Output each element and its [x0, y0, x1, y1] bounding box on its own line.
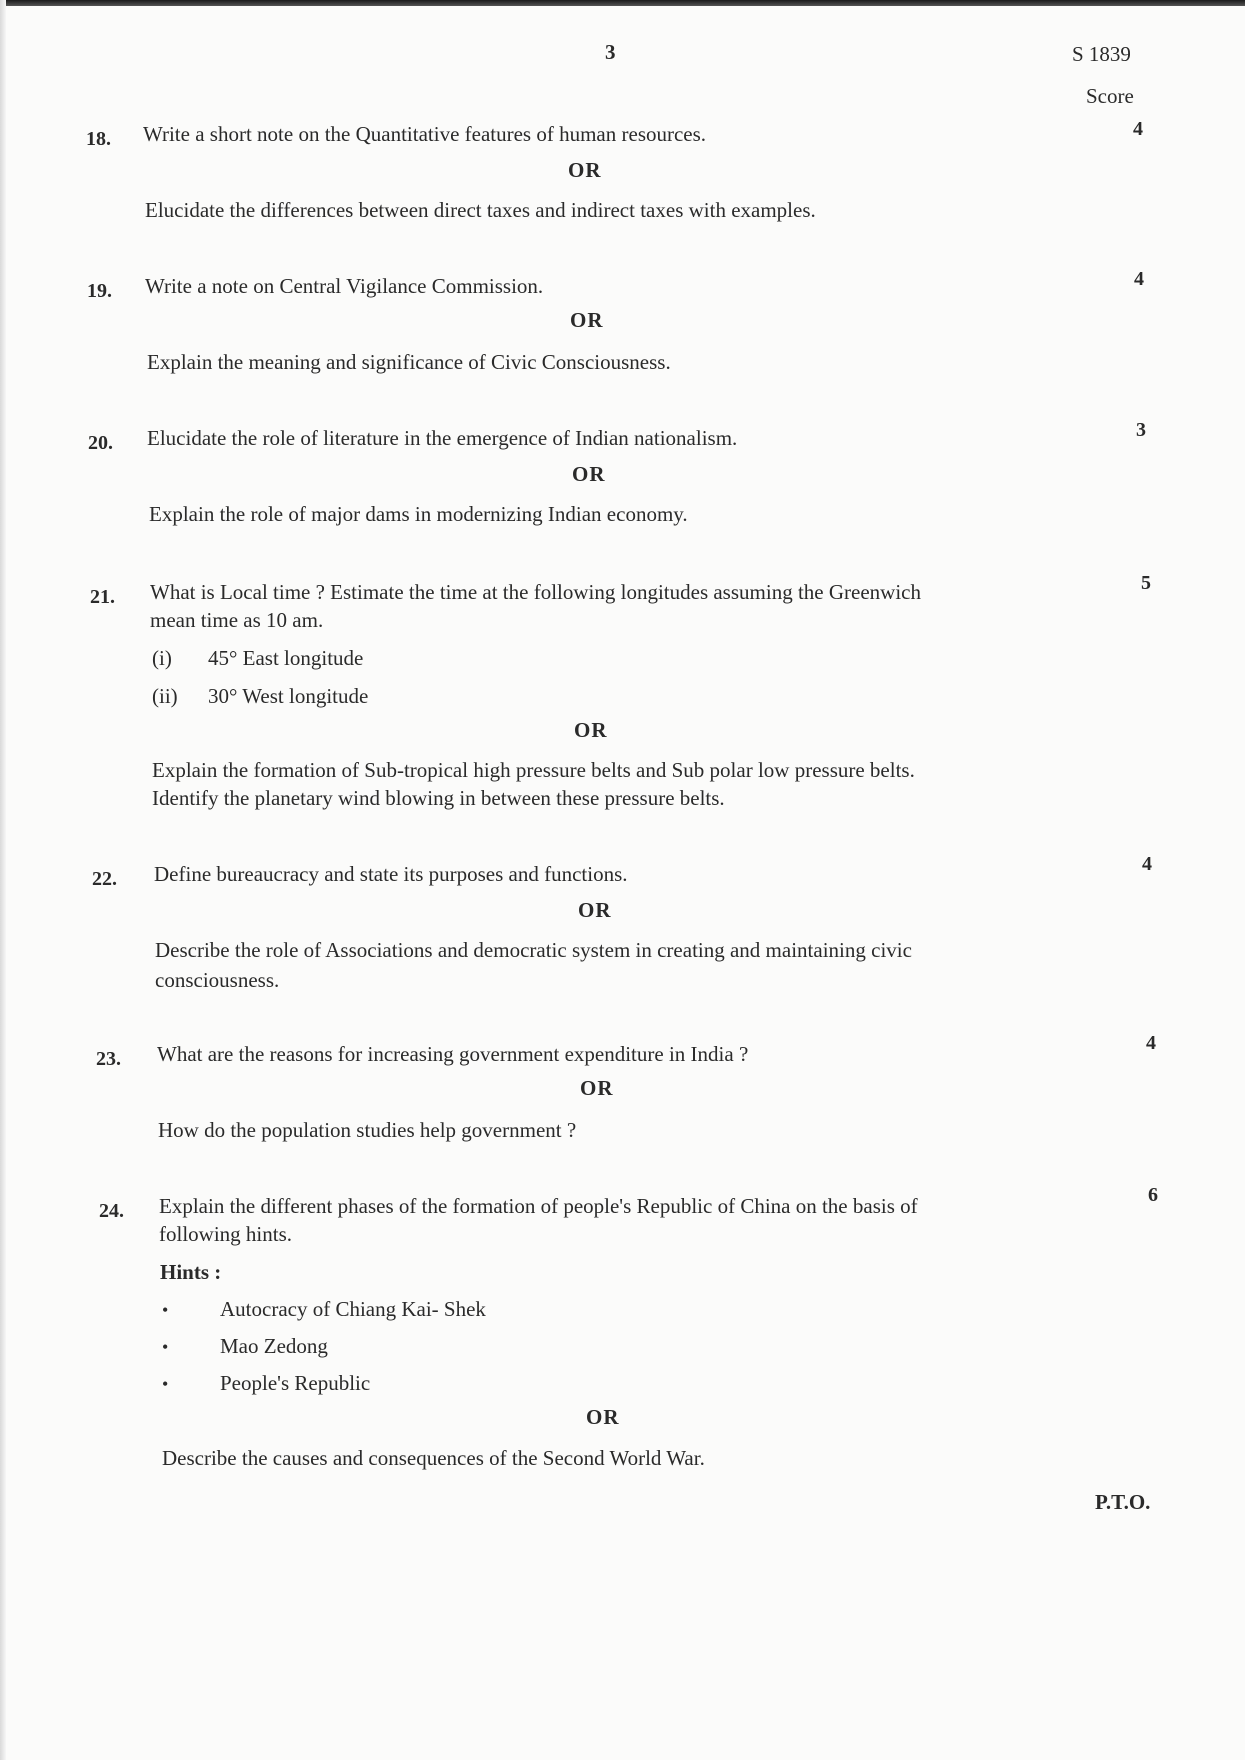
question-score: 4 — [1133, 118, 1143, 140]
or-separator: OR — [578, 898, 612, 922]
question-text-line2: following hints. — [159, 1222, 293, 1246]
question-text: Write a note on Central Vigilance Commission. — [145, 274, 544, 298]
question-number: 21. — [90, 586, 115, 608]
question-number: 23. — [96, 1048, 121, 1070]
sub-item — [152, 684, 368, 709]
or-separator: OR — [580, 1076, 614, 1100]
question-score: 5 — [1141, 572, 1151, 594]
question-text: Write a short note on the Quantitative features of human resources. — [143, 122, 707, 146]
or-separator: OR — [572, 462, 606, 486]
question-text: What are the reasons for increasing government expenditure in India ? — [157, 1042, 749, 1066]
or-separator: OR — [568, 158, 602, 182]
alternative-question-text-line1: Explain the formation of Sub-tropical high pressure belts and Sub polar low pressure belts. — [152, 758, 915, 782]
question-score: 4 — [1134, 268, 1144, 290]
hint-item — [162, 1371, 370, 1396]
please-turn-over: P.T.O. — [1095, 1490, 1151, 1514]
paper-code: S 1839 — [1072, 42, 1131, 66]
hint-text: People's Republic — [220, 1371, 371, 1395]
question-score: 6 — [1148, 1184, 1158, 1206]
question-text-line1: What is Local time ? Estimate the time at the following longitudes assuming the Greenwich — [150, 580, 921, 604]
question-text-line1: Explain the different phases of the formation of people's Republic of China on the basis of — [159, 1194, 918, 1218]
alternative-question-text: How do the population studies help government ? — [158, 1118, 577, 1142]
question-score: 4 — [1142, 853, 1152, 875]
sub-item-text: 30° West longitude — [208, 684, 369, 708]
question-number: 20. — [88, 432, 113, 454]
question-number: 24. — [99, 1200, 124, 1222]
alternative-question-text: Describe the causes and consequences of the Second World War. — [162, 1446, 705, 1470]
bullet-icon: • — [162, 1374, 169, 1394]
bullet-icon: • — [162, 1300, 169, 1320]
alternative-question-text-line2: Identify the planetary wind blowing in between these pressure belts. — [152, 786, 725, 810]
bullet-icon: • — [162, 1337, 169, 1357]
alternative-question-text-line1: Describe the role of Associations and democratic system in creating and maintaining civic — [155, 938, 912, 962]
hint-text: Autocracy of Chiang Kai- Shek — [220, 1297, 486, 1321]
question-number: 18. — [86, 128, 111, 150]
or-separator: OR — [586, 1405, 620, 1429]
question-text: Define bureaucracy and state its purposes and functions. — [154, 862, 628, 886]
hints-label: Hints : — [160, 1260, 222, 1284]
or-separator: OR — [570, 308, 604, 332]
page-number: 3 — [605, 40, 616, 64]
question-number: 22. — [92, 868, 117, 890]
alternative-question-text-line2: consciousness. — [155, 968, 280, 992]
alternative-question-text: Explain the meaning and significance of Civic Consciousness. — [147, 350, 671, 374]
sub-item-label: (ii) — [152, 684, 178, 708]
hint-text: Mao Zedong — [220, 1334, 328, 1358]
question-score: 3 — [1136, 419, 1146, 441]
question-number: 19. — [87, 280, 112, 302]
alternative-question-text: Elucidate the differences between direct taxes and indirect taxes with examples. — [145, 198, 816, 222]
top-scan-edge — [0, 0, 1245, 6]
sub-item-text: 45° East longitude — [208, 646, 364, 670]
question-text: Elucidate the role of literature in the emergence of Indian nationalism. — [147, 426, 738, 450]
question-score: 4 — [1146, 1032, 1156, 1054]
score-column-heading: Score — [1086, 84, 1134, 108]
question-text-line2: mean time as 10 am. — [150, 608, 324, 632]
left-scan-edge — [0, 0, 6, 1760]
sub-item-label: (i) — [152, 646, 172, 670]
or-separator: OR — [574, 718, 608, 742]
sub-item — [152, 646, 363, 671]
hint-item — [162, 1334, 328, 1359]
hint-item — [162, 1297, 486, 1322]
alternative-question-text: Explain the role of major dams in modernizing Indian economy. — [149, 502, 688, 526]
